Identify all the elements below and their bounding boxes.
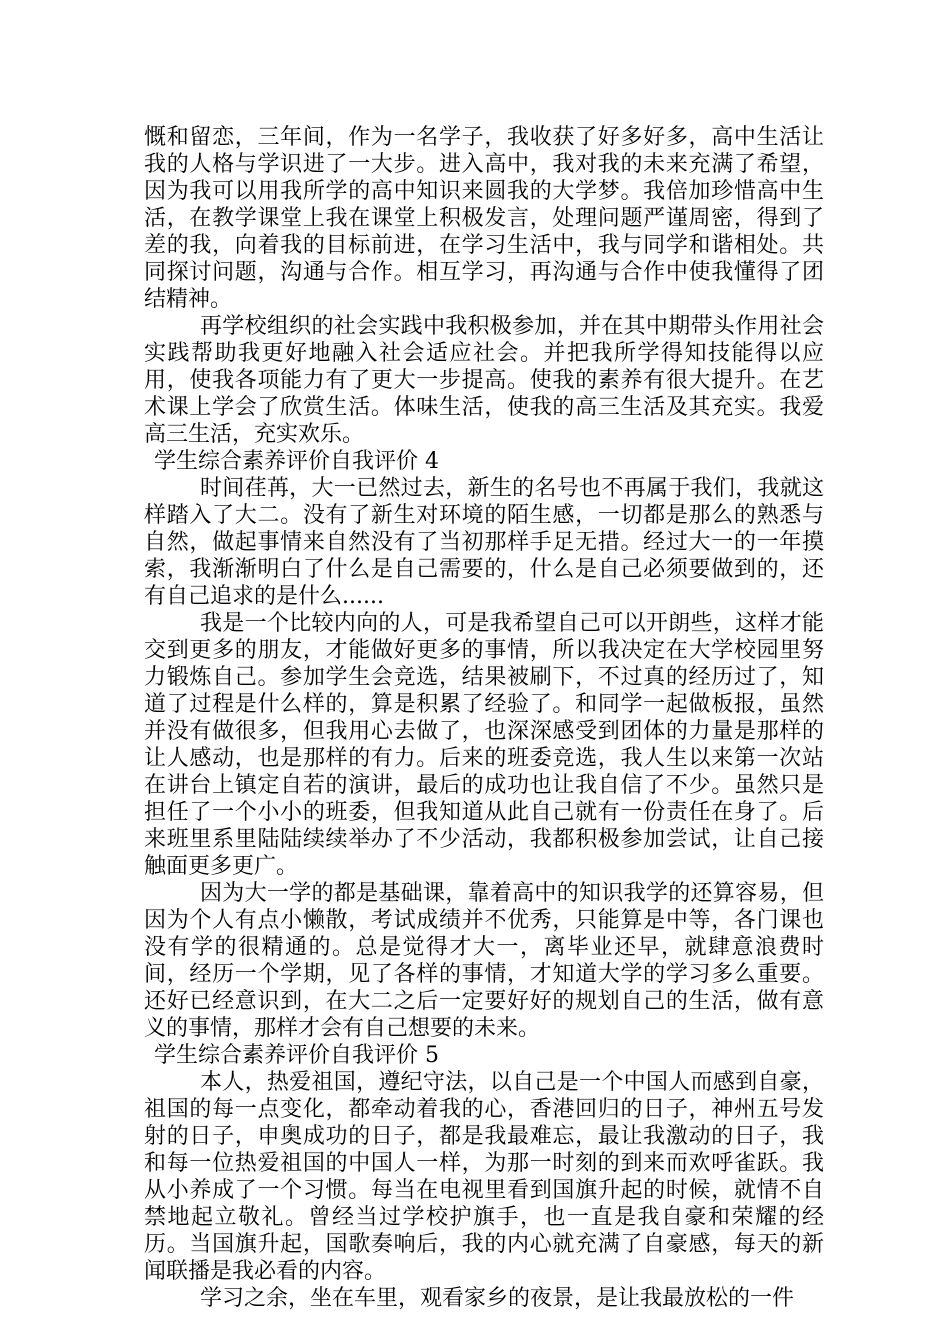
paragraph-1: 慨和留恋，三年间，作为一名学子，我收获了好多好多，高中生活让我的人格与学识进了一大步。进入高中，我对我的未来充满了希望，因为我可以用我所学的高中知识来圆我的大学梦。我倍加珍惜高中生活，在教学课堂上我在课堂上积极发言，处理问题严谨周密，得到了差的我，向着我的目标前进，在学习生活中，我与同学和谐相处。共同探讨问题，沟通与合作。相互学习，再沟通与合作中使我懂得了团结精神。 (144, 125, 824, 312)
paragraph-7: 学习之余，坐在车里，观看家乡的夜景，是让我最放松的一件 (200, 1286, 795, 1311)
paragraph-6: 本人，热爱祖国，遵纪守法，以自己是一个中国人而感到自豪，祖国的每一点变化，都牵动着我的心，香港回归的日子，神州五号发射的日子，申奥成功的日子，都是我最难忘，最让我激动的日子，我和每一位热爱祖国的中国人一样，为那一时刻的到来而欢呼雀跃。我从小养成了一个习惯。每当在电视里看到国旗升起的时候，就情不自禁地起立敬礼。曾经当过学校护旗手，也一直是我自豪和荣耀的经历。当国旗升起，国歌奏响后，我的内心就充满了自豪感，每天的新闻联播是我必看的内容。 (144, 1070, 824, 1284)
paragraph-5: 因为大一学的都是基础课，靠着高中的知识我学的还算容易，但因为个人有点小懒散，考试成绩并不优秀，只能算是中等，各门课也没有学的很精通的。总是觉得才大一，离毕业还早，就肆意浪费时间，经历一个学期，见了各样的事情，才知道大学的学习多么重要。还好已经意识到，在大二之后一定要好好的规划自己的生活，做有意义的事情，那样才会有自己想要的未来。 (144, 881, 824, 1041)
section-heading-4: 学生综合素养评价自我评价 4 (154, 449, 439, 474)
paragraph-4: 我是一个比较内向的人，可是我希望自己可以开朗些，这样才能交到更多的朋友，才能做好更多的事情，所以我决定在大学校园里努力锻炼自己。参加学生会竞选，结果被刷下，不过真的经历过了，知道了过程是什么样的，算是积累了经验了。和同学一起做板报，虽然并没有做很多，但我用心去做了，也深深感受到团体的力量是那样的让人感动，也是那样的有力。后来的班委竞选，我人生以来第一次站在讲台上镇定自若的演讲，最后的成功也让我自信了不少。虽然只是担任了一个小小的班委，但我知道从此自己就有一份责任在身了。后来班里系里陆陆续续举办了不少活动，我都积极参加尝试，让自己接触面更多更广。 (144, 611, 824, 879)
paragraph-3: 时间荏苒，大一已然过去，新生的名号也不再属于我们，我就这样踏入了大二。没有了新生对环境的陌生感，一切都是那么的熟悉与自然，做起事情来自然没有了当初那样手足无措。经过大一的一年摸索，我渐渐明白了什么是自己需要的，什么是自己必须要做到的，还有自己追求的是什么...... (144, 476, 824, 609)
paragraph-2: 再学校组织的社会实践中我积极参加，并在其中期带头作用社会实践帮助我更好地融入社会适应社会。并把我所学得知技能得以应用，使我各项能力有了更大一步提高。使我的素养有很大提升。在艺术课上学会了欣赏生活。体味生活，使我的高三生活及其充实。我爱高三生活，充实欢乐。 (144, 314, 824, 447)
section-heading-5: 学生综合素养评价自我评价 5 (154, 1043, 439, 1068)
document-body (144, 124, 824, 1312)
